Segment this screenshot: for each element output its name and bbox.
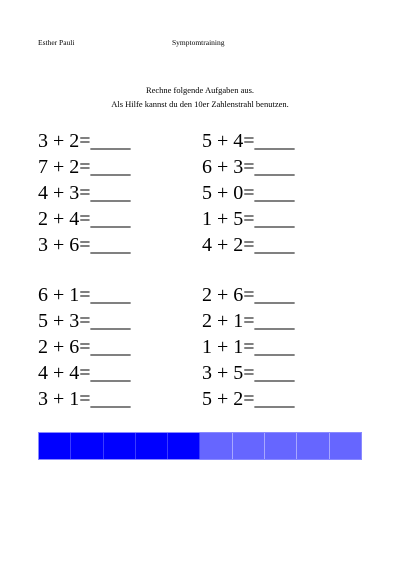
number-line-cell: [297, 433, 329, 459]
problem-item: 2 + 1=____: [202, 310, 295, 332]
number-line-cell: [200, 433, 232, 459]
number-line-cell: [136, 433, 168, 459]
number-line: [38, 432, 362, 460]
problem-item: 2 + 6=____: [202, 284, 295, 306]
problem-item: 3 + 5=____: [202, 362, 295, 384]
problem-item: 3 + 2=____: [38, 130, 131, 152]
number-line-cell: [233, 433, 265, 459]
problem-item: 5 + 2=____: [202, 388, 295, 410]
problem-item: 4 + 4=____: [38, 362, 131, 384]
problem-item: 1 + 5=____: [202, 208, 295, 230]
problem-item: 6 + 3=____: [202, 156, 295, 178]
number-line-cell: [330, 433, 361, 459]
problem-item: 2 + 6=____: [38, 336, 131, 358]
problem-item: 4 + 2=____: [202, 234, 295, 256]
number-line-cell: [71, 433, 103, 459]
number-line-cell: [265, 433, 297, 459]
problem-item: 2 + 4=____: [38, 208, 131, 230]
instruction-line-2: Als Hilfe kannst du den 10er Zahlenstrahl benutzen.: [111, 99, 289, 109]
problem-item: 3 + 1=____: [38, 388, 131, 410]
instruction-line-1: Rechne folgende Aufgaben aus.: [145, 85, 255, 95]
problem-item: 5 + 3=____: [38, 310, 131, 332]
author-name: Esther Pauli: [38, 38, 75, 47]
instructions: [0, 83, 400, 111]
problem-item: 5 + 0=____: [202, 182, 295, 204]
worksheet-title: Symptomtraining: [172, 38, 225, 47]
number-line-cell: [168, 433, 200, 459]
problem-item: 6 + 1=____: [38, 284, 131, 306]
problem-item: 5 + 4=____: [202, 130, 295, 152]
number-line-cell: [104, 433, 136, 459]
problem-item: 4 + 3=____: [38, 182, 131, 204]
problem-item: 3 + 6=____: [38, 234, 131, 256]
problem-item: 1 + 1=____: [202, 336, 295, 358]
number-line-cell: [39, 433, 71, 459]
problem-item: 7 + 2=____: [38, 156, 131, 178]
